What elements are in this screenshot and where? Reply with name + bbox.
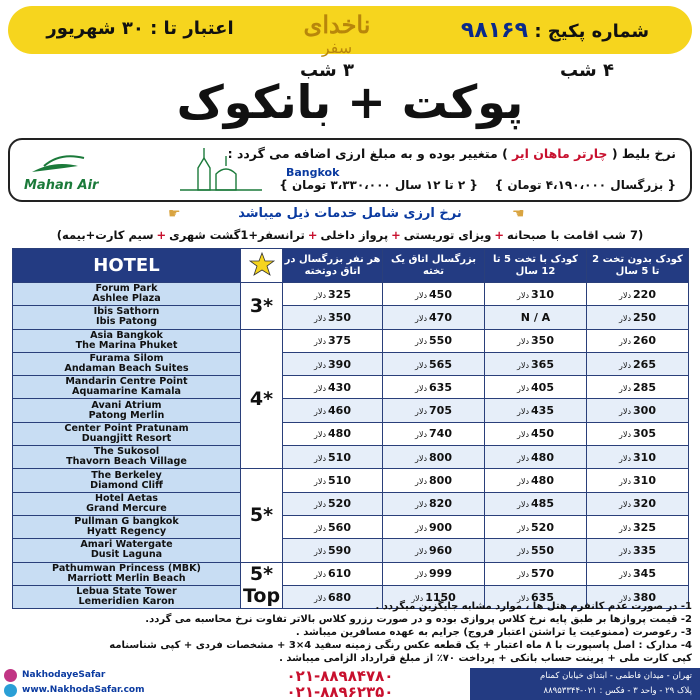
table-row — [13, 562, 689, 585]
currency-label: دلار — [415, 430, 428, 440]
phone-1[interactable]: ۰۲۱-۸۸۹۸۴۷۸۰ — [286, 667, 394, 685]
currency-label: دلار — [314, 290, 327, 300]
price-cell-single — [383, 329, 485, 352]
price-value: 310 — [633, 474, 656, 488]
price-cell-child-bed — [485, 539, 587, 562]
currency-label: دلار — [619, 360, 632, 370]
currency-label: دلار — [415, 360, 428, 370]
price-cell-single — [383, 399, 485, 422]
price-value: 250 — [633, 310, 656, 324]
hotel-name-cell: Pathumwan Princess (MBK) Marriott Merlin Beach — [13, 562, 241, 585]
price-cell-double — [283, 329, 383, 352]
price-cell-double — [283, 399, 383, 422]
table-row — [13, 283, 689, 306]
website-link[interactable]: www.NakhodaSafar.com — [22, 685, 145, 695]
price-cell-double — [283, 306, 383, 329]
price-cell-child-nobed — [587, 492, 689, 515]
logo-sub-text: سفر — [321, 38, 353, 57]
nights-phuket: ۳ شب — [300, 60, 355, 81]
footer-social — [0, 668, 145, 700]
currency-label: دلار — [314, 360, 327, 370]
flight-info-box — [8, 138, 692, 202]
star-rating-cell: 4* — [241, 329, 283, 469]
currency-label: دلار — [314, 313, 327, 323]
hotel-name-cell: Avani Atrium Patong Merlin — [13, 399, 241, 422]
price-value: 480 — [531, 474, 554, 488]
price-value: 510 — [328, 450, 351, 464]
services-separator: + — [307, 228, 318, 242]
price-cell-double — [283, 492, 383, 515]
price-cell-child-bed — [485, 422, 587, 445]
price-value: 570 — [531, 567, 554, 581]
price-value: 405 — [531, 380, 554, 394]
table-row — [13, 399, 689, 422]
currency-label: دلار — [517, 407, 530, 417]
hotel-name-cell: The Berkeley Diamond Cliff — [13, 469, 241, 492]
currency-label: دلار — [314, 453, 327, 463]
price-cell-child-nobed — [587, 329, 689, 352]
package-number-value: ۹۸۱۶۹ — [460, 18, 529, 43]
price-value: 460 — [328, 404, 351, 418]
price-value: 470 — [429, 310, 452, 324]
currency-label: دلار — [619, 383, 632, 393]
price-value: 565 — [429, 357, 452, 371]
price-value: 300 — [633, 404, 656, 418]
price-cell-double — [283, 562, 383, 585]
currency-label: دلار — [517, 570, 530, 580]
hotel-name-cell: Hotel Aetas Grand Mercure — [13, 492, 241, 515]
phone-2[interactable]: ۰۲۱-۸۸۹۶۲۳۵۰ — [286, 683, 394, 700]
price-value: 435 — [531, 404, 554, 418]
price-value: 800 — [429, 450, 452, 464]
header-hotel: HOTEL — [13, 249, 241, 283]
currency-label: دلار — [619, 593, 632, 603]
currency-label: دلار — [619, 313, 632, 323]
price-value: 345 — [633, 567, 656, 581]
price-adult: { بزرگسال ۴،۱۹۰،۰۰۰ تومان } — [494, 178, 676, 192]
price-cell-child-bed — [485, 283, 587, 306]
hotel-price-table — [12, 248, 689, 609]
hotel-name-cell: Furama Silom Andaman Beach Suites — [13, 352, 241, 375]
price-cell-double — [283, 422, 383, 445]
price-cell-child-nobed — [587, 515, 689, 538]
currency-label: دلار — [619, 337, 632, 347]
price-cell-single — [383, 539, 485, 562]
currency-label: دلار — [314, 593, 327, 603]
airline-name: Mahan Air — [24, 178, 99, 193]
hotel-name-cell: Amari Watergate Dusit Laguna — [13, 539, 241, 562]
price-cell-child-bed — [485, 352, 587, 375]
currency-label: دلار — [415, 500, 428, 510]
price-value: 960 — [429, 543, 452, 557]
price-cell-child-bed — [485, 446, 587, 469]
validity-text: اعتبار تا : ۳۰ شهریور — [46, 18, 234, 39]
title-main: پوکت + بانکوک — [176, 75, 524, 129]
footer-address — [470, 668, 700, 700]
header-single: بزرگسال اتاق یک تخته — [383, 249, 485, 283]
currency-label: دلار — [619, 500, 632, 510]
hotel-name-cell: Asia Bangkok The Marina Phuket — [13, 329, 241, 352]
telegram-icon — [4, 684, 17, 697]
services-separator: + — [391, 228, 401, 242]
currency-label: دلار — [314, 500, 327, 510]
currency-label: دلار — [415, 546, 428, 556]
price-cell-child-nobed — [587, 469, 689, 492]
currency-label: دلار — [415, 570, 428, 580]
price-cell-child-nobed — [587, 422, 689, 445]
price-value: 335 — [633, 543, 656, 557]
price-cell-single — [383, 446, 485, 469]
nights-bangkok: ۴ شب — [560, 60, 615, 81]
currency-label: دلار — [619, 290, 632, 300]
price-cell-child-bed — [485, 562, 587, 585]
price-value: 900 — [429, 520, 452, 534]
currency-label: دلار — [415, 523, 428, 533]
table-row — [13, 422, 689, 445]
price-value: 365 — [531, 357, 554, 371]
table-row — [13, 306, 689, 329]
table-row — [13, 446, 689, 469]
currency-label: دلار — [517, 546, 530, 556]
currency-label: دلار — [314, 477, 327, 487]
price-cell-double — [283, 515, 383, 538]
service-item: ترانسفر+1گشت شهری — [169, 228, 305, 242]
address-line-1: تهران - میدان فاطمی - ابتدای خیابان کمنام — [540, 671, 692, 681]
price-cell-double — [283, 469, 383, 492]
price-child: { ۲ تا ۱۲ سال ۳،۳۳۰،۰۰۰ تومان } — [279, 178, 478, 192]
price-value: 480 — [531, 450, 554, 464]
currency-label: دلار — [415, 477, 428, 487]
currency-label: دلار — [517, 500, 530, 510]
price-value: 375 — [328, 334, 351, 348]
pointing-hand-icon: ☛ — [168, 206, 181, 222]
price-value: 220 — [633, 287, 656, 301]
price-cell-child-bed — [485, 469, 587, 492]
header-star — [241, 249, 283, 283]
price-cell-child-bed — [485, 515, 587, 538]
currency-label: دلار — [415, 407, 428, 417]
table-row — [13, 469, 689, 492]
ticket-prices — [279, 178, 676, 192]
note-item: 2- قیمت پروازها بر طبق پایه نرخ کلاس پروازی بوده و در صورت رزرو کلاس بالاتر تفاوت نرخ محاسبه می گردد. — [145, 614, 692, 625]
ticket-prefix: نرخ بلیط ( — [611, 146, 676, 161]
currency-label: دلار — [619, 546, 632, 556]
package-number — [450, 18, 660, 48]
currency-label: دلار — [619, 453, 632, 463]
ticket-line — [228, 146, 676, 161]
star-icon — [249, 252, 275, 276]
price-value: 680 — [328, 590, 351, 604]
services-title: نرخ ارزی شامل خدمات ذیل میباشد — [238, 206, 462, 221]
currency-label: دلار — [314, 546, 327, 556]
header-double: هر نفر بزرگسال در اتاق دوتخته — [283, 249, 383, 283]
note-item: کپی کارت ملی + پرینت حساب بانکی + پرداخت ۷۰٪ از مبلغ قرارداد الزامی میباشد . — [279, 653, 692, 664]
currency-label: دلار — [517, 337, 530, 347]
price-value: 350 — [531, 334, 554, 348]
table-row — [13, 515, 689, 538]
currency-label: دلار — [619, 477, 632, 487]
price-cell-child-nobed — [587, 306, 689, 329]
header-child-nobed: کودک بدون تخت 2 تا 5 سال — [587, 249, 689, 283]
star-rating-cell: 5* Top — [241, 562, 283, 609]
currency-label: دلار — [411, 593, 424, 603]
note-item: 4- مدارک : اصل پاسپورت با ۸ ماه اعتبار + یک قطعه عکس رنگی زمینه سفید 4×3 + مشخصات فردی + کپی شناسنامه — [109, 640, 692, 651]
services-list — [8, 228, 692, 242]
price-value: 550 — [531, 543, 554, 557]
price-value: 800 — [429, 474, 452, 488]
service-item: پرواز داخلی — [320, 228, 389, 242]
table-header-row — [13, 249, 689, 283]
price-cell-child-bed — [485, 399, 587, 422]
price-value: 520 — [531, 520, 554, 534]
price-value: 380 — [633, 590, 656, 604]
star-rating-cell: 3* — [241, 283, 283, 330]
price-cell-double — [283, 376, 383, 399]
price-cell-child-bed — [485, 329, 587, 352]
ticket-airline: چارتر ماهان ایر — [512, 146, 608, 161]
logo-main-text: ناخدای — [303, 10, 371, 39]
price-cell-child-bed — [485, 306, 587, 329]
price-value: 285 — [633, 380, 656, 394]
price-cell-child-bed — [485, 492, 587, 515]
price-value: 560 — [328, 520, 351, 534]
footer-phones — [230, 668, 450, 700]
footer — [0, 668, 700, 700]
price-cell-double — [283, 446, 383, 469]
price-cell-child-nobed — [587, 446, 689, 469]
hotel-name-cell: Mandarin Centre Point Aquamarine Kamala — [13, 376, 241, 399]
currency-label: دلار — [517, 360, 530, 370]
note-item: 1- در صورت عدم کانفرم هتل ها ، موارد مشابه جایگزین میگردد . — [375, 601, 692, 612]
currency-label: دلار — [517, 290, 530, 300]
services-separator: + — [494, 228, 505, 242]
price-cell-single — [383, 562, 485, 585]
table-row — [13, 329, 689, 352]
price-cell-double — [283, 352, 383, 375]
price-value: 635 — [429, 380, 452, 394]
currency-label: دلار — [314, 383, 327, 393]
price-value: 310 — [531, 287, 554, 301]
price-value: N / A — [520, 310, 551, 324]
currency-label: دلار — [619, 407, 632, 417]
price-value: 450 — [531, 427, 554, 441]
price-value: 740 — [429, 427, 452, 441]
price-value: 510 — [328, 474, 351, 488]
hotel-name-cell: Lebua State Tower Lemeridien Karon — [13, 585, 241, 608]
price-value: 390 — [328, 357, 351, 371]
hotel-name-cell: Center Point Pratunam Duangjitt Resort — [13, 422, 241, 445]
currency-label: دلار — [314, 430, 327, 440]
currency-label: دلار — [517, 523, 530, 533]
hotel-rows — [13, 283, 689, 609]
price-cell-child-nobed — [587, 539, 689, 562]
hotel-name-cell: Pullman G bangkok Hyatt Regency — [13, 515, 241, 538]
hotel-name-cell: The Sukosol Thavorn Beach Village — [13, 446, 241, 469]
notes-list — [8, 600, 692, 665]
currency-label: دلار — [314, 523, 327, 533]
currency-label: دلار — [415, 453, 428, 463]
star-rating-cell: 5* — [241, 469, 283, 562]
table-row — [13, 539, 689, 562]
price-value: 610 — [328, 567, 351, 581]
price-cell-single — [383, 352, 485, 375]
table-row — [13, 376, 689, 399]
instagram-icon — [4, 669, 17, 682]
price-value: 450 — [429, 287, 452, 301]
price-value: 480 — [328, 427, 351, 441]
price-value: 325 — [328, 287, 351, 301]
address-line-2: پلاک ۲۹ - واحد ۳ - فکس : ۰۲۱-۸۸۹۵۳۳۴۴ — [543, 686, 692, 696]
price-value: 320 — [633, 497, 656, 511]
price-cell-double — [283, 539, 383, 562]
price-cell-child-nobed — [587, 352, 689, 375]
currency-label: دلار — [314, 337, 327, 347]
hotel-name-cell: Forum Park Ashlee Plaza — [13, 283, 241, 306]
currency-label: دلار — [415, 290, 428, 300]
price-cell-single — [383, 283, 485, 306]
price-cell-single — [383, 306, 485, 329]
currency-label: دلار — [619, 430, 632, 440]
note-item: 3- رعوصرت (ممنوعیت یا تراشتن اعتبار فروج) جرایم به عهده مسافرین میباشد . — [295, 627, 692, 638]
price-value: 520 — [328, 497, 351, 511]
service-item: ویزای توریستی — [403, 228, 492, 242]
price-value: 325 — [633, 520, 656, 534]
price-value: 1150 — [425, 590, 456, 604]
currency-label: دلار — [517, 477, 530, 487]
currency-label: دلار — [619, 523, 632, 533]
price-value: 350 — [328, 310, 351, 324]
price-cell-single — [383, 422, 485, 445]
price-value: 590 — [328, 543, 351, 557]
price-value: 430 — [328, 380, 351, 394]
service-item: (7 شب اقامت با صبحانه — [507, 228, 644, 242]
price-value: 999 — [429, 567, 452, 581]
hotel-name-cell: Ibis Sathorn Ibis Patong — [13, 306, 241, 329]
table-row — [13, 352, 689, 375]
ticket-suffix: ) متغییر بوده و به مبلغ ارزی اضافه می گردد : — [227, 146, 508, 161]
destination-label: Bangkok — [286, 166, 340, 179]
price-value: 260 — [633, 334, 656, 348]
header-child-bed: کودک با تخت 5 تا 12 سال — [485, 249, 587, 283]
currency-label: دلار — [314, 407, 327, 417]
price-value: 310 — [633, 450, 656, 464]
price-cell-child-nobed — [587, 562, 689, 585]
price-value: 265 — [633, 357, 656, 371]
currency-label: دلار — [415, 313, 428, 323]
company-logo — [262, 4, 412, 60]
price-cell-single — [383, 469, 485, 492]
services-separator: + — [156, 228, 167, 242]
currency-label: دلار — [415, 337, 428, 347]
currency-label: دلار — [517, 593, 530, 603]
price-cell-single — [383, 376, 485, 399]
price-cell-child-nobed — [587, 283, 689, 306]
price-value: 305 — [633, 427, 656, 441]
price-value: 705 — [429, 404, 452, 418]
price-cell-child-nobed — [587, 399, 689, 422]
price-value: 820 — [429, 497, 452, 511]
instagram-handle[interactable]: NakhodayeSafar — [22, 670, 106, 680]
currency-label: دلار — [517, 383, 530, 393]
currency-label: دلار — [619, 570, 632, 580]
price-cell-child-nobed — [587, 376, 689, 399]
currency-label: دلار — [415, 383, 428, 393]
price-cell-single — [383, 492, 485, 515]
price-cell-single — [383, 515, 485, 538]
service-item: سیم کارت+بیمه) — [56, 228, 154, 242]
price-cell-double — [283, 283, 383, 306]
price-value: 635 — [531, 590, 554, 604]
page-title — [0, 60, 700, 130]
price-value: 550 — [429, 334, 452, 348]
currency-label: دلار — [314, 570, 327, 580]
currency-label: دلار — [517, 453, 530, 463]
pointing-hand-icon: ☚ — [512, 206, 525, 222]
price-value: 485 — [531, 497, 554, 511]
currency-label: دلار — [517, 430, 530, 440]
table-row — [13, 492, 689, 515]
price-cell-child-bed — [485, 376, 587, 399]
package-label: شماره پکیج : — [534, 21, 650, 42]
